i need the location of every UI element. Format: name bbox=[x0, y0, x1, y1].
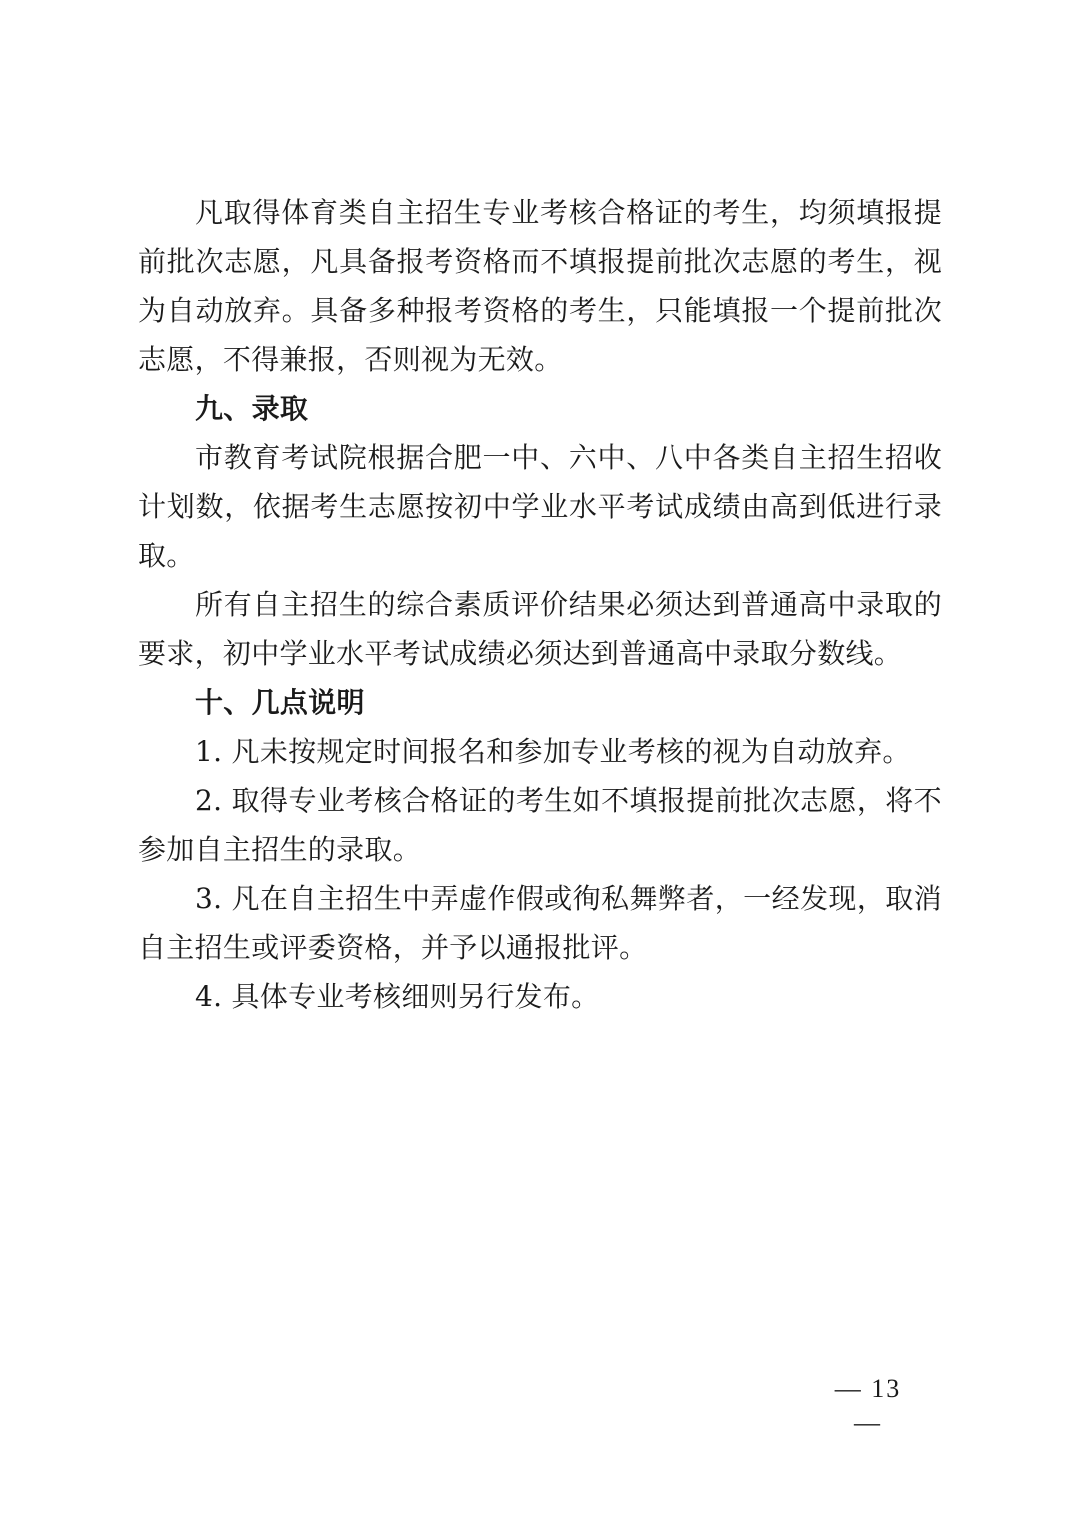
paragraph-admission-requirements: 所有自主招生的综合素质评价结果必须达到普通高中录取的要求，初中学业水平考试成绩必须达到普通高中录取分数线。 bbox=[138, 588, 942, 670]
note-item-4: 4. 具体专业考核细则另行发布。 bbox=[195, 980, 600, 1013]
note-item-2: 2. 取得专业考核合格证的考生如不填报提前批次志愿，将不参加自主招生的录取。 bbox=[138, 784, 942, 866]
page-number: — 13 — bbox=[834, 1374, 902, 1437]
paragraph-volunteer-rules: 凡取得体育类自主招生专业考核合格证的考生，均须填报提前批次志愿，凡具备报考资格而不填报提前批次志愿的考生，视为自动放弃。具备多种报考资格的考生，只能填报一个提前批次志愿，不得兼报，否则视为无效。 bbox=[138, 196, 942, 376]
paragraph-admission-process: 市教育考试院根据合肥一中、六中、八中各类自主招生招收计划数，依据考生志愿按初中学业水平考试成绩由高到低进行录取。 bbox=[138, 441, 942, 572]
section-heading-admission: 九、录取 bbox=[195, 392, 309, 425]
section-heading-notes: 十、几点说明 bbox=[195, 686, 365, 719]
note-item-1: 1. 凡未按规定时间报名和参加专业考核的视为自动放弃。 bbox=[195, 735, 911, 768]
document-body bbox=[138, 188, 942, 1021]
note-item-3: 3. 凡在自主招生中弄虚作假或徇私舞弊者，一经发现，取消自主招生或评委资格，并予以通报批评。 bbox=[138, 882, 942, 964]
